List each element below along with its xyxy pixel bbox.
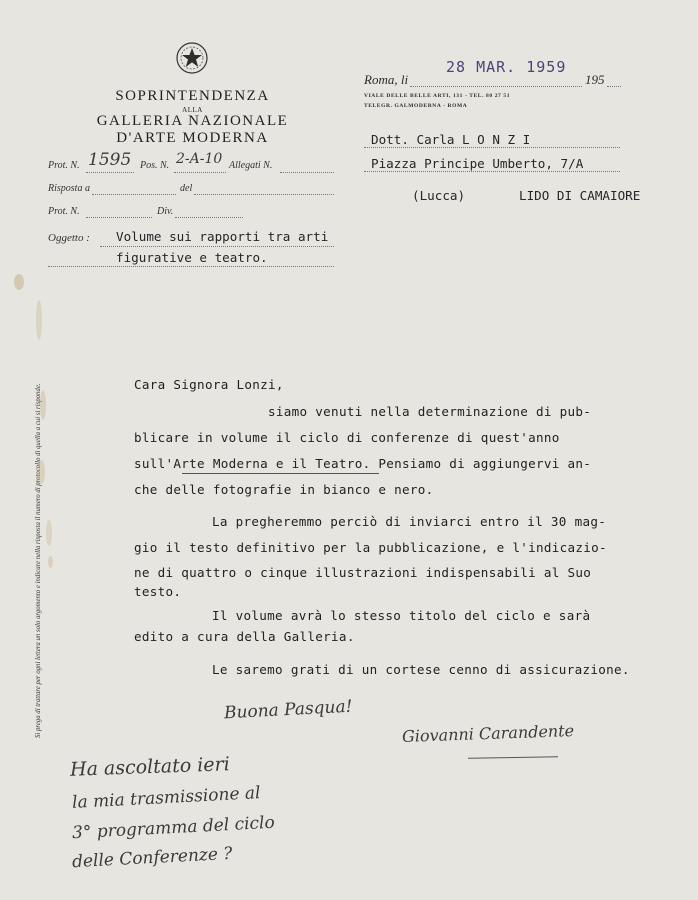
handwritten-note-line: Ha ascoltato ieri xyxy=(69,753,231,781)
body-line: testo. xyxy=(134,584,182,599)
letterhead-line3: GALLERIA NAZIONALE xyxy=(96,113,289,129)
recipient-name: Dott. Carla L O N Z I xyxy=(371,132,531,147)
handwritten-signature: Giovanni Carandente xyxy=(401,721,575,746)
body-line: siamo venuti nella determinazione di pub- xyxy=(268,404,592,419)
body-line: Il volume avrà lo stesso titolo del ciclo e sarà xyxy=(212,608,591,623)
del-label: del xyxy=(180,183,193,194)
oggetto-line2: figurative e teatro. xyxy=(116,250,268,265)
handwritten-greeting: Buona Pasqua! xyxy=(223,696,353,724)
oggetto-label: Oggetto : xyxy=(48,232,90,244)
body-line: La pregheremmo perciò di inviarci entro il 30 mag- xyxy=(212,514,607,529)
date-stamp: 28 MAR. 1959 xyxy=(446,58,567,76)
republic-emblem-icon xyxy=(175,40,209,76)
div-label: Div. xyxy=(157,206,174,217)
body-line: che delle fotografie in bianco e nero. xyxy=(134,482,434,497)
prot2-label: Prot. N. xyxy=(48,206,80,217)
body-line: Le saremo grati di un cortese cenno di assicurazione. xyxy=(212,662,630,677)
handwritten-note-line: delle Conferenze ? xyxy=(71,843,233,873)
body-line: sull'Arte Moderna e il Teatro. Pensiamo di aggiungervi an- xyxy=(134,456,592,471)
address-line2: TELEGR. GALMODERNA - ROMA xyxy=(364,103,468,109)
letterhead-line2: ALLA xyxy=(182,106,203,114)
letterhead-line1: SOPRINTENDENZA xyxy=(115,88,270,104)
body-line: ne di quattro o cinque illustrazioni indispensabili al Suo xyxy=(134,565,592,580)
letterhead-line4: D'ARTE MODERNA xyxy=(116,130,269,146)
body-line: blicare in volume il ciclo di conferenze di quest'anno xyxy=(134,430,560,445)
underline-mark xyxy=(182,473,379,474)
pos-label: Pos. N. xyxy=(140,160,170,171)
oggetto-line1: Volume sui rapporti tra arti xyxy=(116,229,329,244)
body-line: gio il testo definitivo per la pubblicazione, e l'indicazio- xyxy=(134,540,607,555)
handwritten-note-line: la mia trasmissione al xyxy=(71,783,261,813)
recipient-city: LIDO DI CAMAIORE xyxy=(519,188,641,203)
recipient-street: Piazza Principe Umberto, 7/A xyxy=(371,156,584,171)
recipient-province: (Lucca) xyxy=(412,188,466,203)
allegati-label: Allegati N. xyxy=(229,160,273,171)
address-line1: VIALE DELLE BELLE ARTI, 131 - TEL. 80 27 51 xyxy=(364,93,511,99)
body-line: edito a cura della Galleria. xyxy=(134,629,355,644)
prot-label: Prot. N. xyxy=(48,160,80,171)
pos-value: 2-A-10 xyxy=(176,151,223,167)
year-prefix: 195 xyxy=(585,72,605,87)
salutation: Cara Signora Lonzi, xyxy=(134,377,284,392)
prot-value: 1595 xyxy=(88,150,132,170)
signature-underline xyxy=(468,756,558,759)
side-note: Si prega di trattare per ogni lettera un solo argomento e indicare nella risposta il numero di protocollo di quella a cui si risponde. xyxy=(35,383,42,738)
handwritten-note-line: 3° programma del ciclo xyxy=(71,812,276,844)
place-label: Roma, li xyxy=(364,72,409,87)
risposta-label: Risposta a xyxy=(48,183,90,194)
